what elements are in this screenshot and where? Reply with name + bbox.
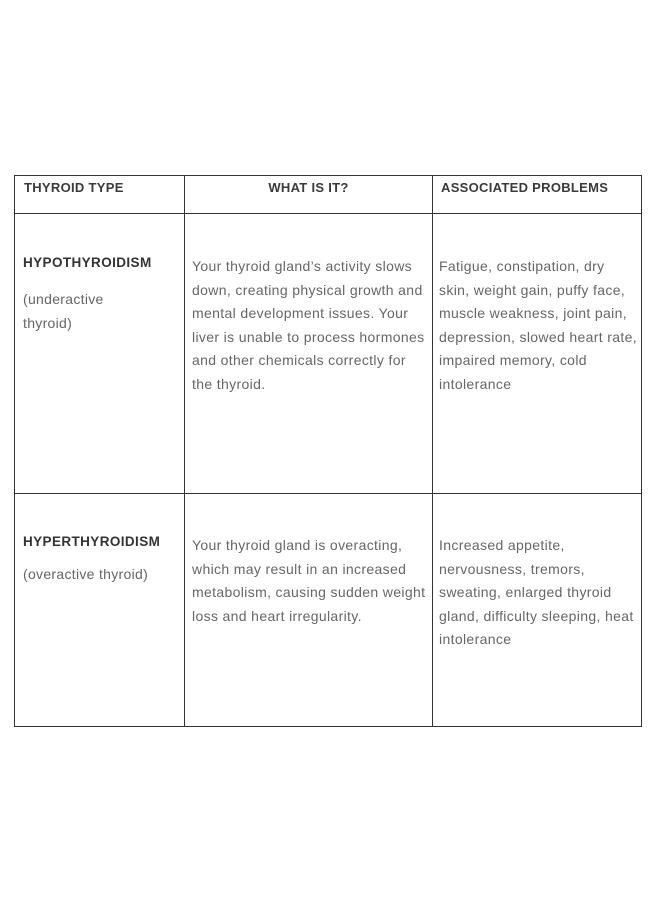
condition-description: Your thyroid gland’s activity slows down, creating physical growth and mental development issues. Your liver is unable to process hormones and other chemicals correctly for the thyroid. (192, 258, 425, 392)
condition-subtitle: (overactive thyroid) (23, 566, 149, 582)
condition-name: HYPERTHYROIDISM (23, 534, 161, 549)
condition-name: HYPOTHYROIDISM (23, 255, 152, 270)
column-divider (432, 176, 433, 726)
condition-description: Your thyroid gland is overacting, which may result in an increased metabolism, causing sudden weight loss and heart irregularity. (192, 537, 426, 624)
row-divider (15, 213, 641, 214)
column-divider (184, 176, 185, 726)
condition-problems: Fatigue, constipation, dry skin, weight gain, puffy face, muscle weakness, joint pain, depression, slowed heart rate, impaired memory, cold intolerance (439, 258, 638, 392)
thyroid-table (14, 175, 642, 727)
header-what-is-it: WHAT IS IT? (268, 180, 349, 195)
header-thyroid-type: THYROID TYPE (24, 180, 124, 195)
table-row-type-cell (23, 255, 183, 335)
condition-problems: Increased appetite, nervousness, tremors, sweating, enlarged thyroid gland, difficulty sleeping, heat intolerance (439, 537, 634, 647)
header-associated-problems: ASSOCIATED PROBLEMS (441, 180, 609, 195)
condition-subtitle: (underactive thyroid) (23, 291, 104, 331)
table-row-type-cell (23, 534, 183, 586)
row-divider (15, 493, 641, 494)
